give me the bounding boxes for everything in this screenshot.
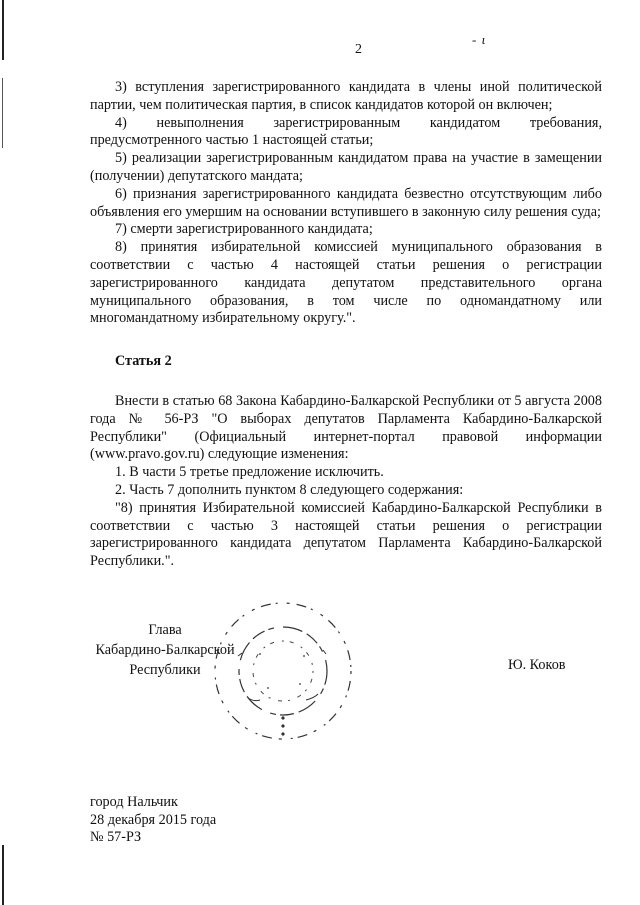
paragraph: 7) смерти зарегистрированного кандидата; [115, 221, 373, 238]
paragraph: "8) принятия Избирательной комиссией Кабардино-Балкарской Республики в соответствии с частью 3 настоящей статьи решения о регистрации зарегистрированного кандидата депутатом Парламента Кабардино-Балкарской Республики.". [90, 499, 602, 570]
document-body [90, 79, 602, 571]
paragraph: 4) невыполнения зарегистрированным кандидатом требования, предусмотренного частью 1 настоящей статьи; [90, 114, 602, 149]
paragraph: 2. Часть 7 дополнить пунктом 8 следующего содержания: [115, 481, 464, 498]
paragraph: 8) принятия избирательной комиссией муниципального образования в соответствии с частью 4 настоящей статьи решения о регистрации зарегистрированного кандидата депутатом представительного органа муниципального образования, в том числе по одномандатному или многомандатному избирательному округу.". [90, 239, 602, 327]
scan-edge-line [2, 845, 4, 905]
signatory-title-line: Республики [129, 662, 201, 678]
signature-block [90, 620, 610, 760]
article-heading: Статья 2 [115, 353, 172, 370]
signatory-title-line: Кабардино-Балкарской [95, 642, 235, 658]
footer-number: № 57-РЗ [90, 829, 142, 846]
scan-edge-line [2, 0, 4, 60]
document-footer [90, 794, 216, 847]
paragraph: 3) вступления зарегистрированного кандидата в члены иной политической партии, чем политическая партия, в список кандидатов которой он включен; [90, 79, 602, 113]
official-seal-stamp [208, 596, 358, 746]
signatory-title-line: Глава [148, 622, 182, 638]
paragraph: 1. В части 5 третье предложение исключить. [115, 464, 384, 481]
paragraph: 5) реализации зарегистрированным кандидатом права на участие в замещении (получении) депутатского мандата; [90, 150, 602, 184]
footer-date: 28 декабря 2015 года [90, 811, 217, 828]
paragraph: Внести в статью 68 Закона Кабардино-Балкарской Республики от 5 августа 2008 года № 56-РЗ "О выборах депутатов Парламента Кабардино-Балкарской Республики" (Официальный интернет-портал правовой информации (www.pravo.gov.ru) следующие изменения: [90, 392, 602, 463]
footer-city: город Нальчик [90, 794, 178, 810]
page-number: 2 [355, 42, 362, 57]
paragraph: 6) признания зарегистрированного кандидата безвестно отсутствующим либо объявления его умершим на основании вступившего в законную силу решения суда; [90, 185, 602, 220]
signatory-name: Ю. Коков [508, 657, 566, 673]
scan-edge-line [2, 78, 3, 148]
corner-handwritten-mark: - ɩ [472, 32, 487, 47]
